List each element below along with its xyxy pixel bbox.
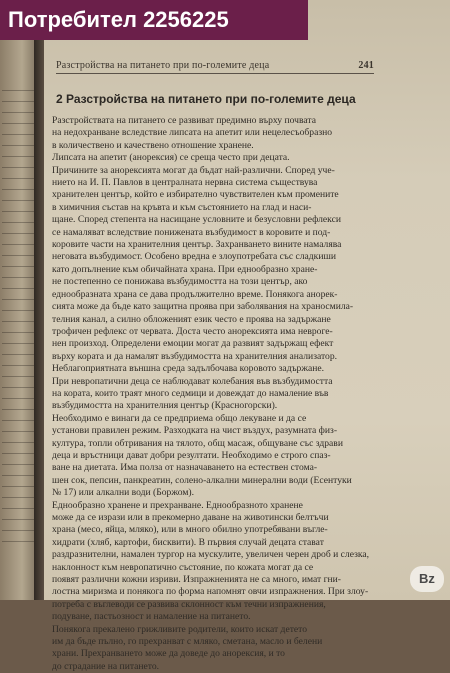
page-number: 241 — [358, 60, 374, 71]
text-line: Неблагоприятната външна среда задълбочава коровото задържане. — [52, 363, 325, 375]
text-line: потреба с въглеводи се развива склонност към течни изпражнения, — [52, 598, 326, 610]
text-line: щане. Според степента на насищане условните и безусловни рефлекси — [52, 214, 341, 226]
text-line: хранителен център, който е избирателно чувствителен към промените — [52, 189, 339, 201]
text-line: храна (месо, яйца, мляко), или в много обилно употребявани въгле- — [52, 524, 328, 536]
text-line: телния канал, а силно обложеният език често е проява на задържане — [52, 313, 331, 325]
text-line: Еднообразно хранене и прехранване. Еднообразното хранене — [52, 499, 303, 511]
body-text — [52, 115, 392, 673]
text-line: При невропатични деца се наблюдават колебания във възбудимостта — [52, 375, 333, 387]
text-line: като допълнение към обичайната храна. При еднообразно хране- — [52, 263, 318, 275]
text-line: неговата възбудимост. Особено вредна е злоупотребата със сладкиши — [52, 251, 336, 263]
watermark-logo: Bz — [410, 566, 444, 592]
text-line: ване на диетата. Има полза от назначаването на естествен стома- — [52, 462, 318, 474]
user-banner: Потребител 2256225 — [0, 0, 308, 40]
text-line: еднообразната храна се дава продължително време. Понякога анорек- — [52, 288, 338, 300]
text-line: може да се изрази или в прекомерно даване на животински белтъчи — [52, 512, 329, 523]
text-line: нен произход. Определени емоции могат да развият задържащ ефект — [52, 338, 334, 350]
text-line: раздразнителни, намален тургор на мускулите, увеличен черен дроб и слезка, — [52, 549, 370, 561]
text-line: храни. Прехранването може да доведе до анорексия, и то — [52, 648, 285, 660]
text-line: нието на И. П. Павлов в централната нервна система съществува — [52, 177, 318, 189]
text-line: № 17) или алкални води (Боржом). — [52, 487, 194, 499]
book-gutter — [34, 0, 44, 600]
text-line: подуване, пастьозност и намаление на питането. — [52, 611, 251, 623]
text-line: в химичния състав на кръвта и към състоянието на глад и наси- — [52, 201, 312, 213]
text-line: не постепенно се понижава възбудимостта на този център, ако — [52, 276, 308, 288]
text-line: деца и връстници дават добри резултати. Необходимо е строго спаз- — [52, 449, 331, 461]
text-line: установи правилен режим. Разходката на чист въздух, разумната физ- — [52, 425, 338, 437]
text-line: Разстройствата на питането се развиват предимно върху почвата — [52, 115, 316, 126]
text-line: Причините за анорексията могат да бъдат най-различни. Според уче- — [52, 164, 335, 176]
text-line: хидрати (хляб, картофи, бисквити). В първия случай децата стават — [52, 536, 324, 548]
text-line: върху кората и да намалят възбудимостта на хранителния анализатор. — [52, 350, 338, 362]
text-line: коровите части на хранителния център. Захранването вините намалява — [52, 239, 342, 251]
text-line: се намаляват вследствие понижената възбудимост в коровите и под- — [52, 226, 331, 238]
text-line: наклонност към невропатично състояние, по кожата могат да се — [52, 561, 314, 573]
text-line: шен сок, пепсин, панкреатин, солено-алкални минерални води (Есентуки — [52, 474, 352, 486]
text-line: им да бъде пълно, го прехранват с мляко, сметана, масло и белени — [52, 636, 323, 648]
section-title: 2 Разстройства на питането при по-големите деца — [56, 92, 356, 106]
text-line: Липсата на апетит (анорексия) се среща често при децата. — [52, 152, 290, 164]
running-header-text: Разстройства на питането при по-големите деца — [56, 60, 270, 71]
text-line: сията може да бъде като защитна проява при заболявания на храносмила- — [52, 301, 354, 313]
text-line: в количествено и качествено отношение хранене. — [52, 139, 254, 151]
text-line: до страдание на питането. — [52, 660, 160, 672]
text-line: култура, топли обтривания на тялото, общ масаж, общуване със здрави — [52, 437, 343, 449]
left-page-text-lines — [2, 90, 36, 552]
text-line: трофичен рефлекс от червата. Доста често анорексията има невроге- — [52, 325, 333, 337]
text-line: възбудимостта на хранителния център (Красногорски). — [52, 400, 278, 412]
text-line: на недохранване вследствие липсата на апетит или нецелесъобразно — [52, 127, 333, 139]
text-line: Необходимо е винаги да се предприема общо лекуване и да се — [52, 412, 307, 424]
text-line: на кората, които траят много седмици и довеждат до намаление във — [52, 387, 329, 399]
text-line: Понякога прекалено грижливите родители, които искат детето — [52, 623, 308, 635]
text-line: лостна миризма и понякога по форма напомнят овчи изпражнения. При злоу- — [52, 586, 369, 598]
text-line: появят различни кожни изриви. Изпражненията не са много, имат гни- — [52, 574, 341, 586]
running-header — [56, 60, 374, 74]
